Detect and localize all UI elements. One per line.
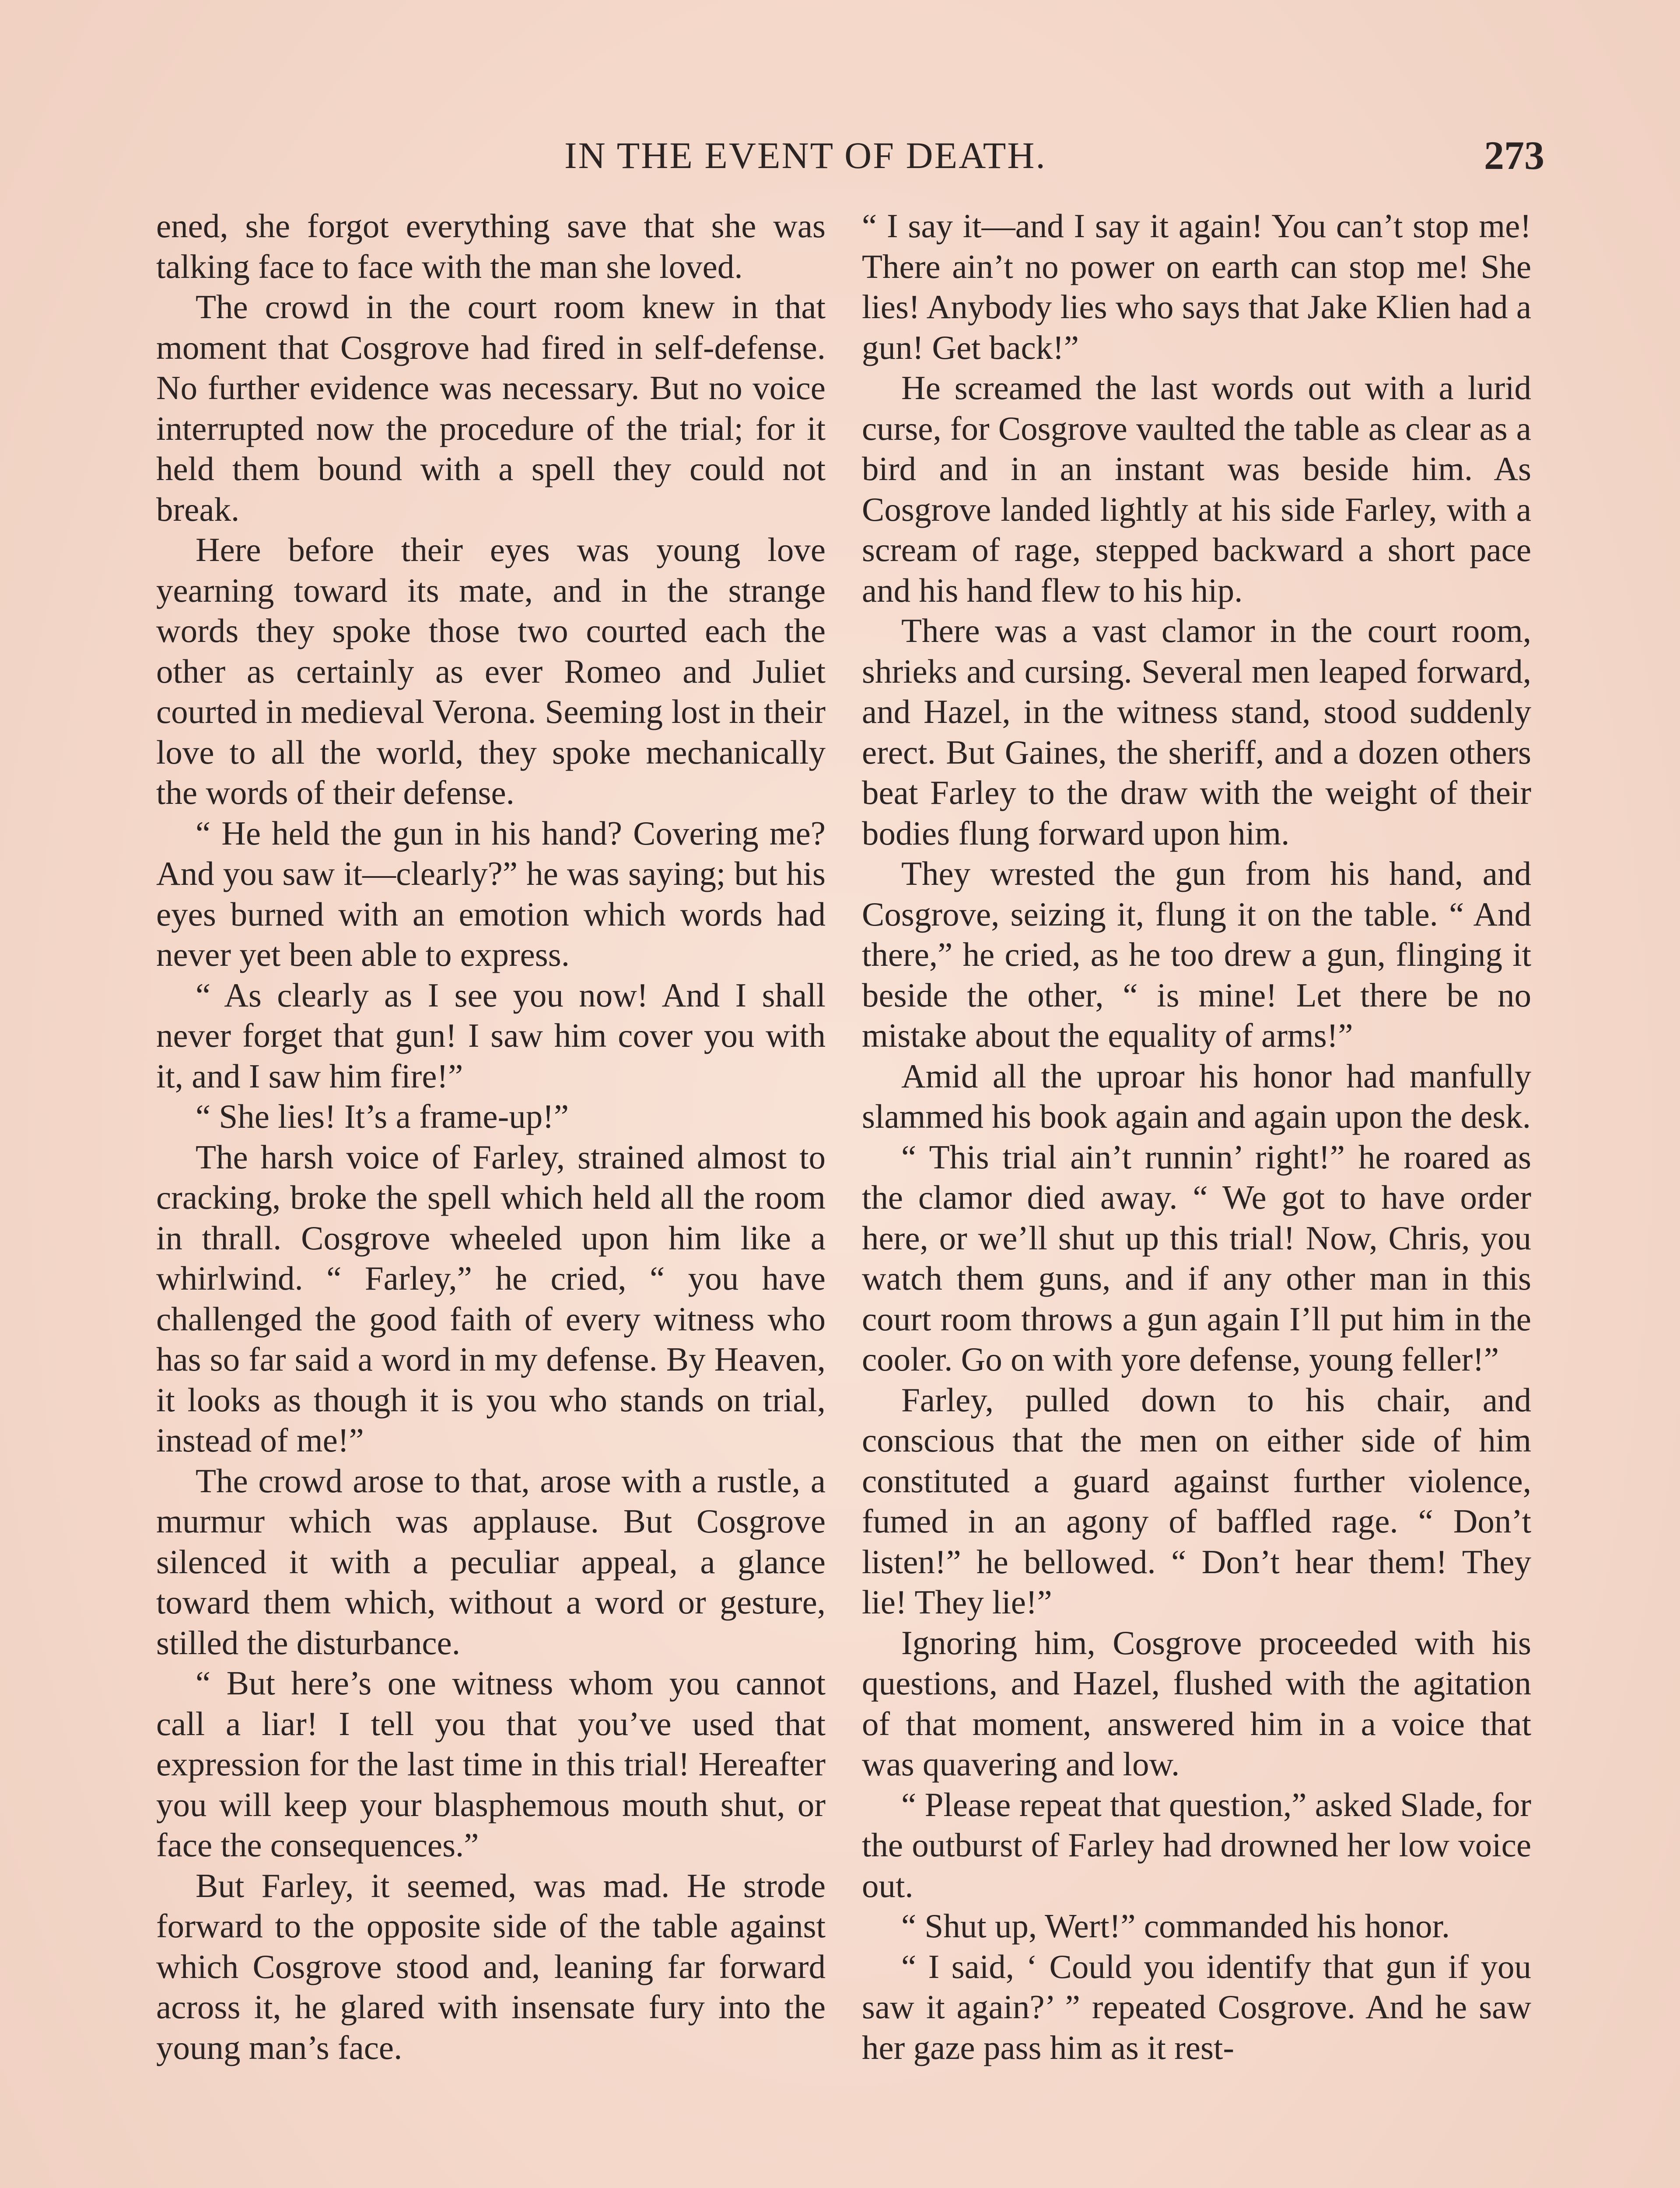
paragraph: There was a vast clamor in the court room, shrieks and cursing. Several men leaped forward, and Hazel, in the witness stand, stood suddenly erect. But Gaines, the sheriff, and a dozen others beat Farley to the draw with the weight of their bodies flung forward upon him. xyxy=(862,612,1531,852)
paragraph: They wrested the gun from his hand, and Cosgrove, seizing it, flung it on the table. “ And there,” he cried, as he too drew a gun, flinging it beside the other, “ is mine! Let there be no mistake about the equality of arms!” xyxy=(862,855,1531,1054)
paragraph: “ I said, ‘ Could you identify that gun if you saw it again?’ ” repeated Cosgrove. And he saw her gaze pass him as it rest- xyxy=(862,1947,1531,2066)
paragraph: “ Please repeat that question,” asked Slade, for the outburst of Farley had drowned her low voice out. xyxy=(862,1785,1531,1904)
paragraph: The harsh voice of Farley, strained almost to cracking, broke the spell which held all the room in thrall. Cosgrove wheeled upon him like a whirlwind. “ Farley,” he cried, “ you have challenged the good faith of every witness who has so far said a word in my defense. By Heaven, it looks as though it is you who stands on trial, instead of me!” xyxy=(156,1138,826,1459)
paragraph: “ As clearly as I see you now! And I shall never forget that gun! I saw him cover you with it, and I saw him fire!” xyxy=(156,976,826,1095)
paragraph: He screamed the last words out with a lurid curse, for Cosgrove vaulted the table as clear as a bird and in an instant was beside him. As Cosgrove landed lightly at his side Farley, with a scream of rage, stepped backward a short pace and his hand flew to his hip. xyxy=(862,369,1531,609)
paragraph: “ He held the gun in his hand? Covering me? And you saw it—clearly?” he was saying; but his eyes burned with an emotion which words had never yet been able to express. xyxy=(156,814,826,973)
page-header xyxy=(158,131,1544,184)
paragraph: ened, she forgot everything save that she was talking face to face with the man she loved. xyxy=(156,207,826,285)
paragraph: “ But here’s one witness whom you cannot call a liar! I tell you that you’ve used that expression for the last time in this trial! Hereafter you will keep your blasphemous mouth shut, or face the consequences.” xyxy=(156,1664,826,1864)
paragraph: Amid all the uproar his honor had manfully slammed his book again and again upon the desk. xyxy=(862,1057,1531,1135)
paragraph: But Farley, it seemed, was mad. He strode forward to the opposite side of the table against which Cosgrove stood and, leaning far forward across it, he glared with insensate fury into the young man’s face. xyxy=(156,1866,826,2066)
paragraph: The crowd in the court room knew in that moment that Cosgrove had fired in self-defense. No further evidence was necessary. But no voice interrupted now the procedure of the trial; for it held them bound with a spell they could not break. xyxy=(156,288,826,528)
page-number: 273 xyxy=(1484,133,1544,178)
paragraph: Ignoring him, Cosgrove proceeded with his questions, and Hazel, flushed with the agitation of that moment, answered him in a voice that was quavering and low. xyxy=(862,1623,1531,1783)
paragraph: “ Shut up, Wert!” commanded his honor. xyxy=(901,1907,1450,1945)
paragraph: “ I say it—and I say it again! You can’t stop me! There ain’t no power on earth can stop me! She lies! Anybody lies who says that Jake Klien had a gun! Get back!” xyxy=(862,207,1531,366)
paragraph: Farley, pulled down to his chair, and conscious that the men on either side of him constituted a guard against further violence, fumed in an agony of baffled rage. “ Don’t listen!” he bellowed. “ Don’t hear them! They lie! They lie!” xyxy=(862,1381,1531,1621)
running-title: IN THE EVENT OF DEATH. xyxy=(564,134,1046,176)
paragraph: “ She lies! It’s a frame-up!” xyxy=(196,1098,569,1135)
left-column xyxy=(156,206,826,2068)
paragraph: “ This trial ain’t runnin’ right!” he roared as the clamor died away. “ We got to have order here, or we’ll shut up this trial! Now, Chris, you watch them guns, and if any other man in this court room throws a gun again I’ll put him in the cooler. Go on with yore defense, young feller!” xyxy=(862,1138,1531,1378)
paragraph: Here before their eyes was young love yearning toward its mate, and in the strange words they spoke those two courted each the other as certainly as ever Romeo and Juliet courted in medieval Verona. Seeming lost in their love to all the world, they spoke mechanically the words of their defense. xyxy=(156,531,826,811)
paragraph: The crowd arose to that, arose with a rustle, a murmur which was applause. But Cosgrove silenced it with a peculiar appeal, a glance toward them which, without a word or gesture, stilled the disturbance. xyxy=(156,1462,826,1662)
right-column xyxy=(862,206,1531,2068)
